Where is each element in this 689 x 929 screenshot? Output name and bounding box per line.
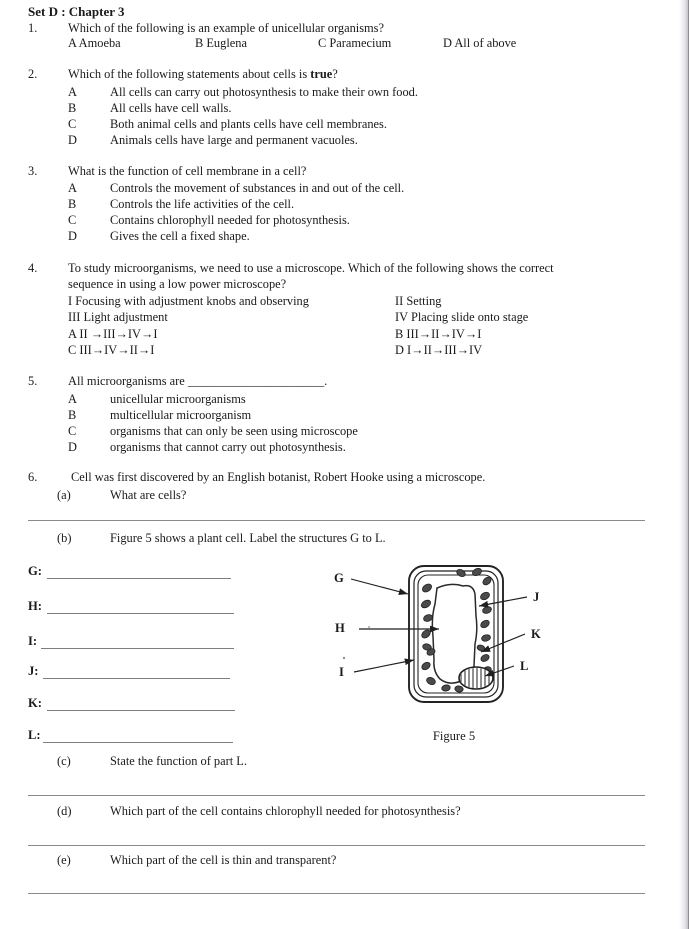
q2-stem-post: ? — [332, 67, 338, 81]
texture-dots — [343, 626, 370, 659]
answer-label-L: L: — [28, 728, 41, 742]
q2-option-d-letter[interactable]: D — [68, 133, 77, 147]
q1-option-d[interactable]: D All of above — [443, 36, 517, 50]
nucleus — [459, 666, 493, 690]
plant-cell-diagram — [309, 548, 669, 753]
answer-label-H: H: — [28, 599, 42, 613]
q6-part-d-label: (d) — [57, 804, 72, 818]
q6-part-b-label: (b) — [57, 531, 72, 545]
q5-option-c-text[interactable]: organisms that can only be seen using microscope — [110, 424, 358, 438]
q5-option-a-letter[interactable]: A — [68, 392, 77, 406]
leader-G — [351, 579, 408, 594]
figure-label-L: L — [520, 659, 529, 673]
question-stem-6: Cell was first discovered by an English botanist, Robert Hooke using a microscope. — [71, 470, 486, 484]
question-number-1: 1. — [28, 21, 38, 35]
q4-option-a[interactable]: A II →III→IV→I — [68, 327, 158, 341]
q2-option-d-text[interactable]: Animals cells have large and permanent vacuoles. — [110, 133, 358, 147]
answer-rule-I[interactable] — [41, 648, 234, 649]
q6-part-a-label: (a) — [57, 488, 71, 502]
q5-option-a-text[interactable]: unicellular microorganisms — [110, 392, 246, 406]
q3-option-b-text[interactable]: Controls the life activities of the cell. — [110, 197, 295, 211]
q5-option-d-letter[interactable]: D — [68, 440, 77, 454]
answer-label-J: J: — [28, 664, 39, 678]
question-stem-4-line2: sequence in using a low power microscope? — [68, 277, 287, 291]
answer-rule-K[interactable] — [47, 710, 235, 711]
q5-blank[interactable]: ______________________ — [187, 374, 325, 388]
q4-step-I: I Focusing with adjustment knobs and observing — [68, 294, 309, 308]
figure-5 — [309, 548, 669, 753]
q5-option-b-letter[interactable]: B — [68, 408, 77, 422]
q5-option-b-text[interactable]: multicellular microorganism — [110, 408, 252, 422]
q6-part-c-label: (c) — [57, 754, 71, 768]
answer-label-G: G: — [28, 564, 42, 578]
q2-option-b-text[interactable]: All cells have cell walls. — [110, 101, 232, 115]
question-number-6: 6. — [28, 470, 38, 484]
leader-I — [354, 660, 414, 672]
q5-stem-pre: All microorganisms are — [68, 374, 188, 388]
q2-stem-pre: Which of the following statements about cells is — [68, 67, 311, 81]
figure-label-H: H — [335, 621, 345, 635]
q2-option-b-letter[interactable]: B — [68, 101, 77, 115]
q2-stem-emphasis: true — [310, 67, 333, 81]
question-number-2: 2. — [28, 67, 38, 81]
answer-rule-J[interactable] — [43, 678, 230, 679]
page-title: Set D : Chapter 3 — [28, 4, 125, 19]
q1-option-c[interactable]: C Paramecium — [318, 36, 392, 50]
q3-option-c-text[interactable]: Contains chlorophyll needed for photosynthesis. — [110, 213, 350, 227]
q3-option-c-letter[interactable]: C — [68, 213, 77, 227]
figure-label-K: K — [531, 627, 541, 641]
answer-rule-H[interactable] — [47, 613, 234, 614]
q4-option-c[interactable]: C III→IV→II→I — [68, 343, 155, 357]
q6-part-e-text: Which part of the cell is thin and transparent? — [110, 853, 337, 867]
answer-label-I: I: — [28, 634, 38, 648]
answer-rule-G[interactable] — [47, 578, 231, 579]
question-number-5: 5. — [28, 374, 38, 388]
q6-part-c-text: State the function of part L. — [110, 754, 247, 768]
question-stem-2 — [68, 67, 659, 83]
question-stem-3: What is the function of cell membrane in a cell? — [68, 164, 307, 178]
q3-option-a-text[interactable]: Controls the movement of substances in and out of the cell. — [110, 181, 405, 195]
q5-stem-post: . — [324, 374, 328, 388]
question-stem-4-line1: To study microorganisms, we need to use a microscope. Which of the following shows the correct — [68, 261, 554, 275]
answer-label-K: K: — [28, 696, 42, 710]
question-number-3: 3. — [28, 164, 38, 178]
q2-option-c-letter[interactable]: C — [68, 117, 77, 131]
q3-option-d-letter[interactable]: D — [68, 229, 77, 243]
q6-part-e-label: (e) — [57, 853, 71, 867]
q6-part-a-text: What are cells? — [110, 488, 187, 502]
answer-rule-L[interactable] — [43, 742, 233, 743]
q5-option-c-letter[interactable]: C — [68, 424, 77, 438]
q1-option-b[interactable]: B Euglena — [195, 36, 247, 50]
figure-label-I: I — [339, 665, 344, 679]
q4-step-III: III Light adjustment — [68, 310, 168, 324]
figure-label-J: J — [533, 590, 540, 604]
q2-option-a-text[interactable]: All cells can carry out photosynthesis to make their own food. — [110, 85, 418, 99]
question-stem-5 — [68, 374, 659, 390]
q3-option-b-letter[interactable]: B — [68, 197, 77, 211]
q6-part-d-text: Which part of the cell contains chlorophyll needed for photosynthesis? — [110, 804, 461, 818]
figure-label-G: G — [334, 571, 344, 585]
q3-option-d-text[interactable]: Gives the cell a fixed shape. — [110, 229, 250, 243]
q2-option-c-text[interactable]: Both animal cells and plants cells have cell membranes. — [110, 117, 387, 131]
q4-option-d[interactable]: D I→II→III→IV — [395, 343, 483, 357]
q1-option-a[interactable]: A Amoeba — [68, 36, 121, 50]
q3-option-a-letter[interactable]: A — [68, 181, 77, 195]
q4-step-IV: IV Placing slide onto stage — [395, 310, 529, 324]
question-stem-1: Which of the following is an example of unicellular organisms? — [68, 21, 384, 35]
q6-part-b-text: Figure 5 shows a plant cell. Label the structures G to L. — [110, 531, 386, 545]
q2-option-a-letter[interactable]: A — [68, 85, 77, 99]
answer-rule-d[interactable] — [28, 845, 645, 846]
answer-rule-a[interactable] — [28, 520, 645, 521]
figure-caption: Figure 5 — [432, 729, 476, 743]
q5-option-d-text[interactable]: organisms that cannot carry out photosynthesis. — [110, 440, 346, 454]
answer-rule-c[interactable] — [28, 795, 645, 796]
question-number-4: 4. — [28, 261, 38, 275]
q4-step-II: II Setting — [395, 294, 442, 308]
answer-rule-e[interactable] — [28, 893, 645, 894]
q4-option-b[interactable]: B III→II→IV→I — [395, 327, 482, 341]
